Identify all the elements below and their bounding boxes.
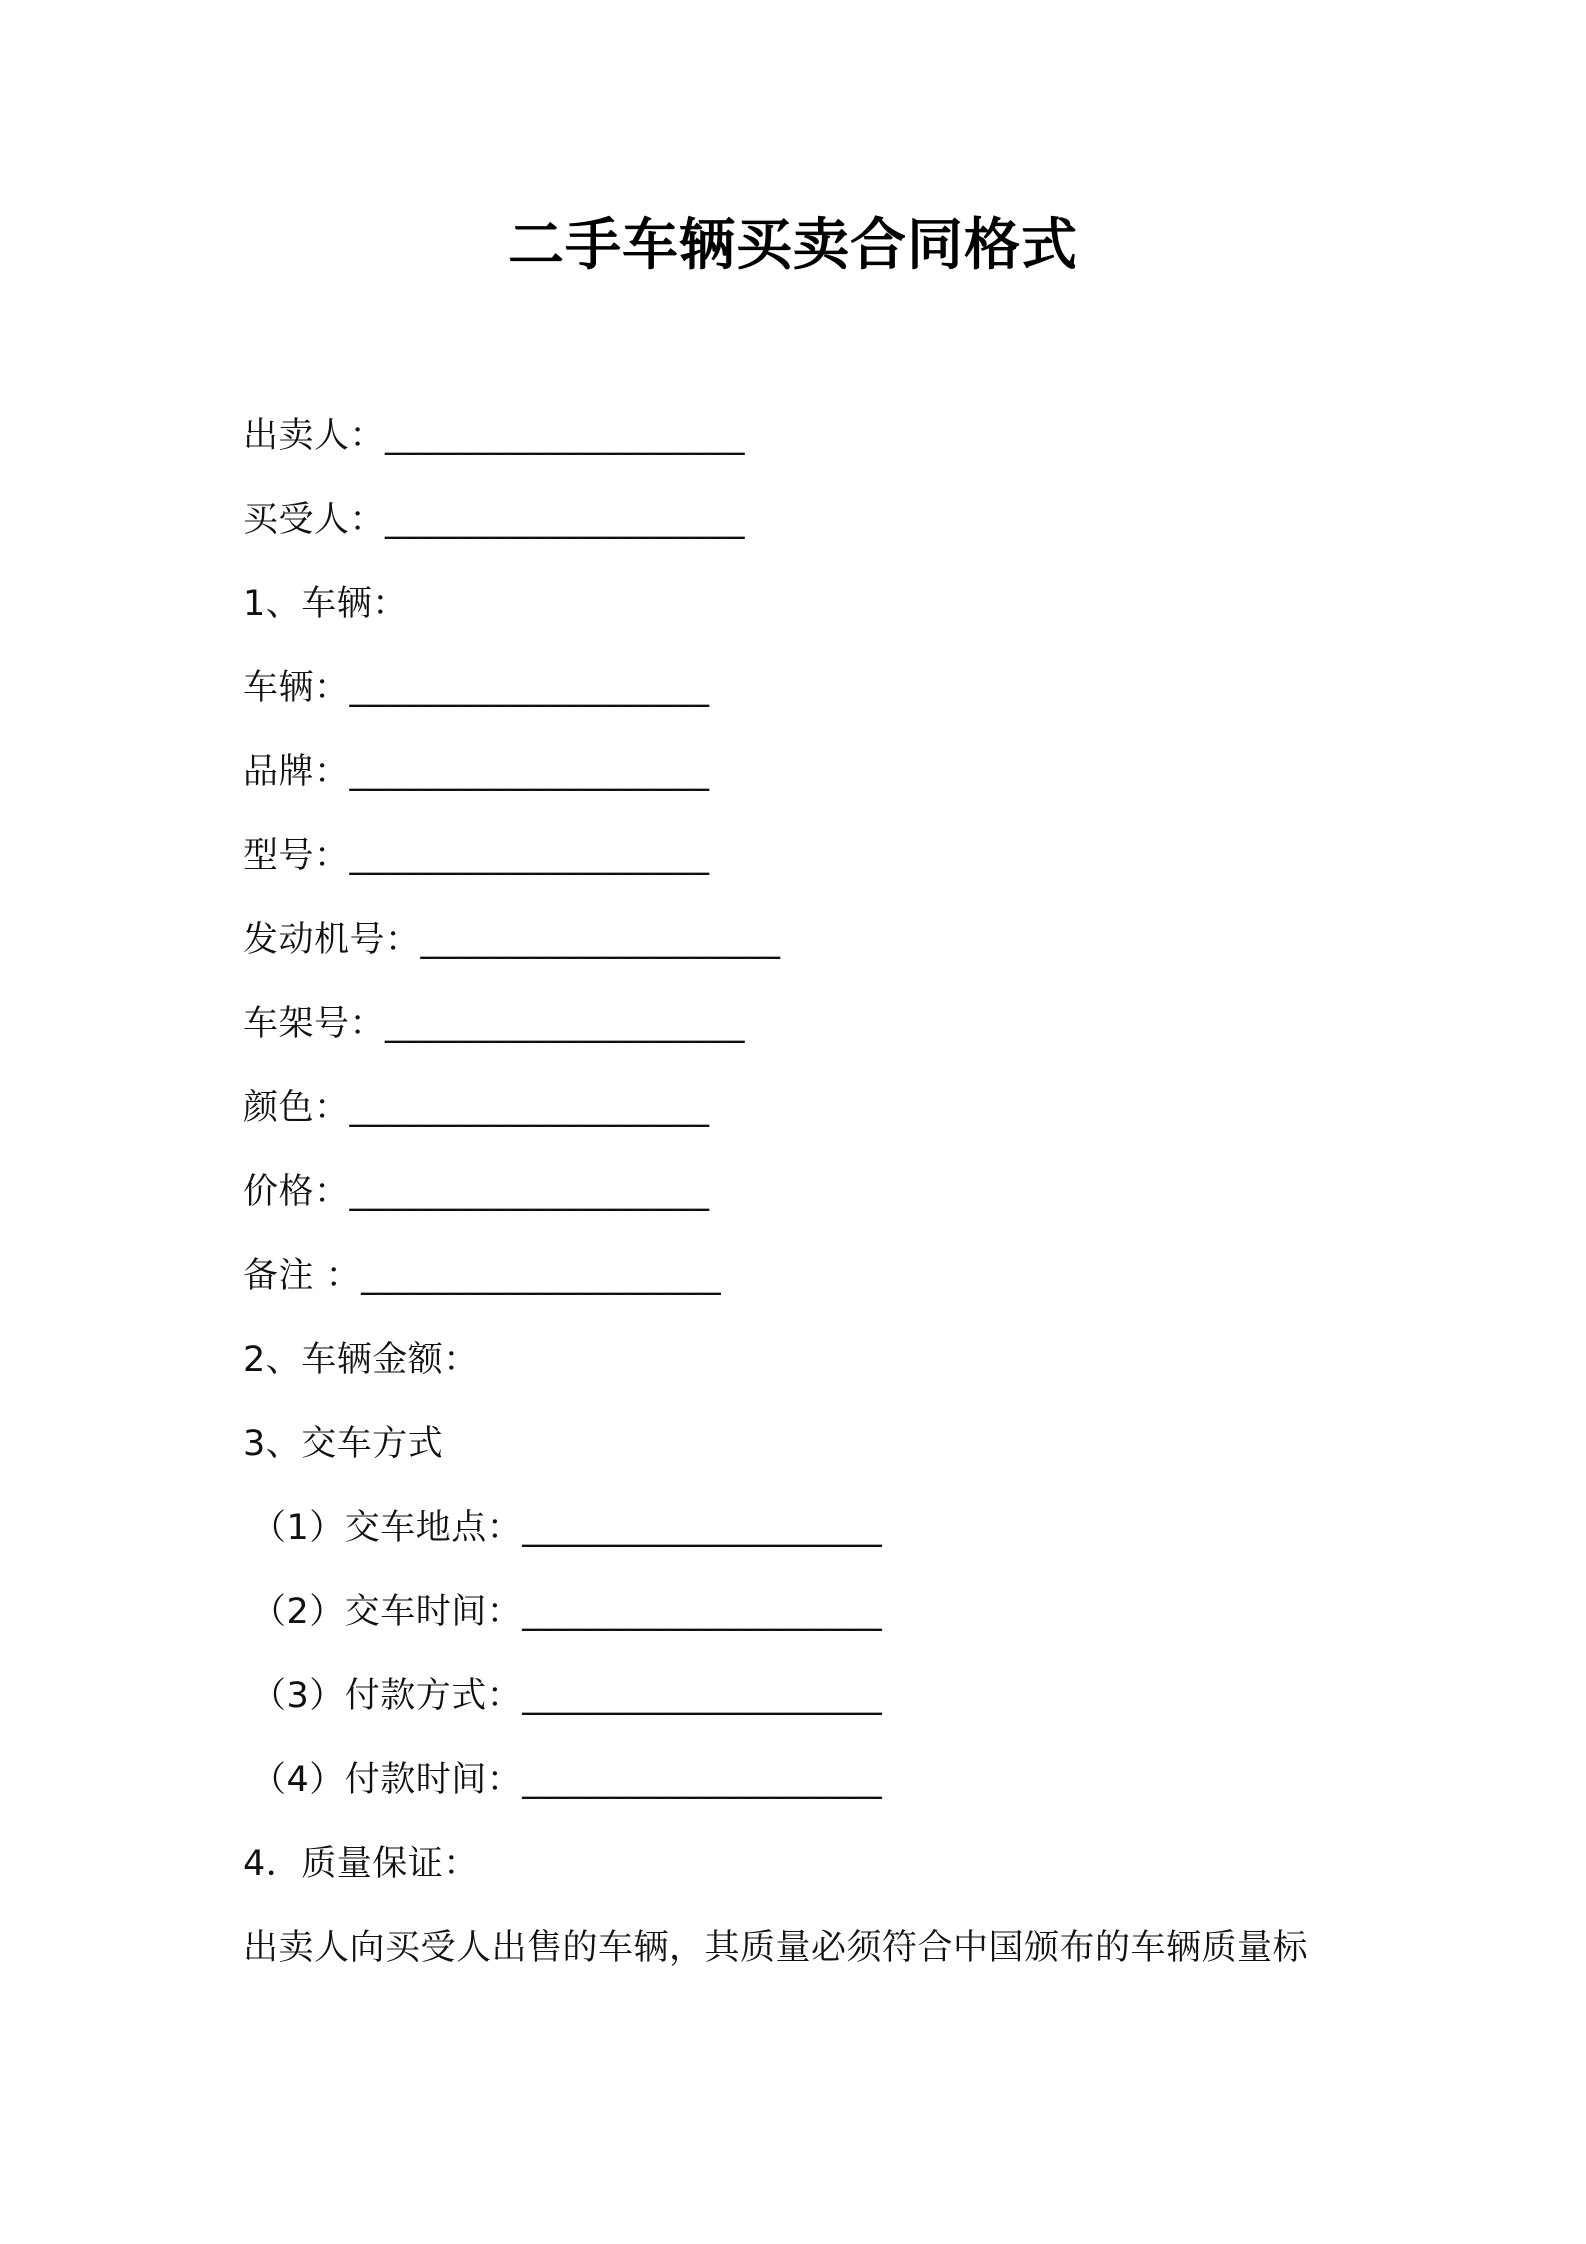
document-body <box>243 406 1383 2002</box>
payment-time-line <box>243 1750 1383 1834</box>
section-3-heading <box>243 1414 1383 1498</box>
section-2-text: 2、车辆金额： <box>243 1340 479 1380</box>
section-2-heading <box>243 1330 1383 1414</box>
engine-number-line <box>243 910 1383 994</box>
color-text: 颜色：____________________ <box>243 1088 710 1128</box>
engine-number-text: 发动机号：____________________ <box>243 920 781 960</box>
frame-number-line <box>243 994 1383 1078</box>
vehicle-text: 车辆：____________________ <box>243 668 710 708</box>
brand-line <box>243 742 1383 826</box>
payment-time-text: （4）付款时间：____________________ <box>251 1760 883 1800</box>
seller-line <box>243 406 1383 490</box>
quality-guarantee-paragraph <box>243 1918 1383 2002</box>
model-line <box>243 826 1383 910</box>
seller-text: 出卖人：____________________ <box>243 416 746 456</box>
quality-guarantee-text: 出卖人向买受人出售的车辆，其质量必须符合中国颁布的车辆质量标 <box>243 1928 1309 1968</box>
document-title: 二手车辆买卖合同格式 <box>508 213 1078 278</box>
brand-text: 品牌：____________________ <box>243 752 710 792</box>
payment-method-line <box>243 1666 1383 1750</box>
price-line <box>243 1162 1383 1246</box>
section-1-text: 1、车辆： <box>243 584 408 624</box>
buyer-text: 买受人：____________________ <box>243 500 746 540</box>
buyer-line <box>243 490 1383 574</box>
delivery-place-line <box>243 1498 1383 1582</box>
delivery-place-text: （1）交车地点：____________________ <box>251 1508 883 1548</box>
delivery-time-text: （2）交车时间：____________________ <box>251 1592 883 1632</box>
model-text: 型号：____________________ <box>243 836 710 876</box>
section-4-text: 4．质量保证： <box>243 1844 479 1884</box>
section-3-text: 3、交车方式 <box>243 1424 444 1464</box>
remarks-line <box>243 1246 1383 1330</box>
color-line <box>243 1078 1383 1162</box>
price-text: 价格：____________________ <box>243 1172 710 1212</box>
delivery-time-line <box>243 1582 1383 1666</box>
frame-number-text: 车架号：____________________ <box>243 1004 746 1044</box>
section-4-heading <box>243 1834 1383 1918</box>
section-1-heading <box>243 574 1383 658</box>
vehicle-line <box>243 658 1383 742</box>
remarks-text: 备注 ：____________________ <box>243 1256 722 1296</box>
payment-method-text: （3）付款方式：____________________ <box>251 1676 883 1716</box>
